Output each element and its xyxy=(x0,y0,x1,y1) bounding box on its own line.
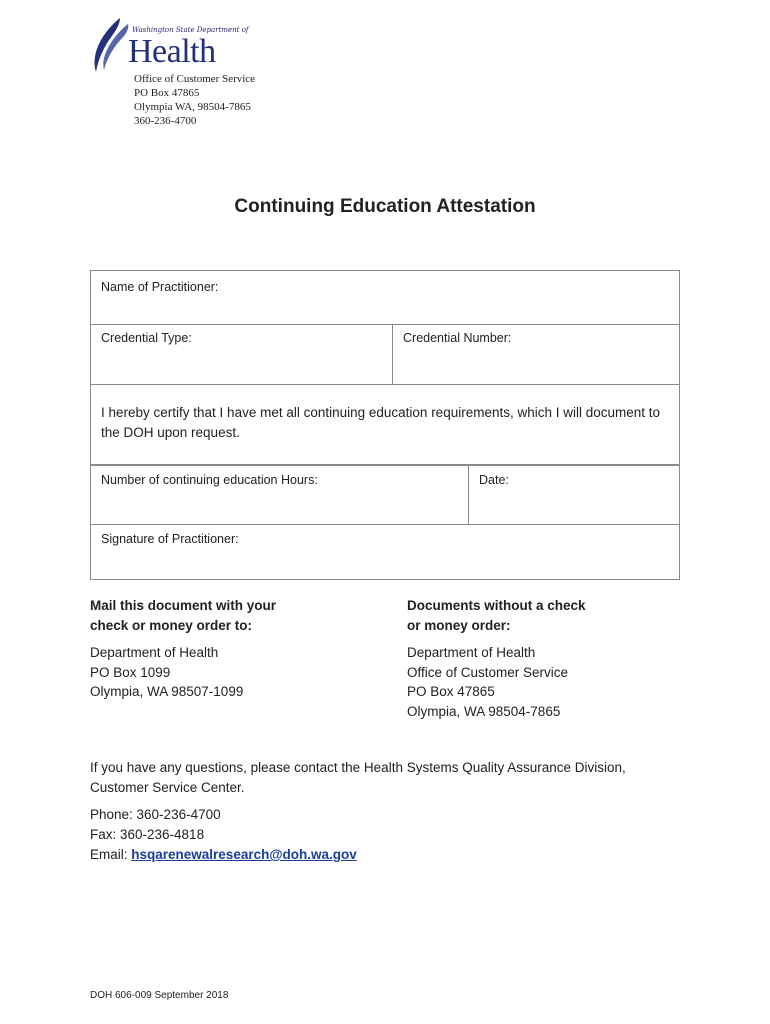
mail-with-check-heading: check or money order to: xyxy=(90,617,253,633)
certification-statement: I hereby certify that I have met all continuing education requirements, which I will document to the DOH upon request. xyxy=(101,405,661,440)
attestation-form xyxy=(90,270,680,580)
practitioner-name-field[interactable] xyxy=(91,271,679,325)
email-link[interactable]: hsqarenewalresearch@doh.wa.gov xyxy=(131,847,357,862)
date-field[interactable] xyxy=(469,466,679,524)
credential-number-field[interactable] xyxy=(393,325,679,384)
mail-with-check-section xyxy=(90,596,276,702)
mail-without-check-heading: Documents without a check xyxy=(407,598,586,613)
credential-row xyxy=(91,325,679,385)
mail-with-check-heading: Mail this document with your xyxy=(90,598,277,613)
doh-logo xyxy=(88,16,249,74)
questions-text: If you have any questions, please contact the Health Systems Quality Assurance Division, Customer Service Center. xyxy=(90,760,626,795)
logo-wordmark: Health xyxy=(128,33,216,70)
address-line: PO Box 47865 xyxy=(134,87,200,99)
mail-address-line: Olympia, WA 98507-1099 xyxy=(90,684,244,699)
logo-tagline: Washington State Department of xyxy=(132,26,249,34)
form-id-footer: DOH 606-009 September 2018 xyxy=(90,990,229,1001)
hours-date-row xyxy=(91,465,679,525)
mail-address-line: Department of Health xyxy=(407,645,536,660)
mail-address-line: Olympia, WA 98504-7865 xyxy=(407,703,561,719)
address-line: Olympia WA, 98504-7865 xyxy=(134,101,251,113)
credential-type-label: Credential Type: xyxy=(101,331,192,345)
email-line xyxy=(90,845,357,865)
credential-type-field[interactable] xyxy=(91,325,392,384)
mail-without-check-heading: or money order: xyxy=(407,617,511,633)
mail-address-line: Office of Customer Service xyxy=(407,664,569,680)
signature-label: Signature of Practitioner: xyxy=(101,532,239,546)
certification-statement-row xyxy=(91,385,679,465)
address-line: 360-236-4700 xyxy=(134,115,197,127)
page-title: Continuing Education Attestation xyxy=(234,196,536,217)
mail-address-line: PO Box 1099 xyxy=(90,664,171,680)
signature-field[interactable] xyxy=(91,525,679,579)
mail-without-check-section xyxy=(407,596,586,721)
credential-number-label: Credential Number: xyxy=(403,331,512,345)
fax-number: Fax: 360-236-4818 xyxy=(90,827,205,842)
office-address xyxy=(134,72,255,128)
address-line: Office of Customer Service xyxy=(134,73,256,85)
phone-number: Phone: 360-236-4700 xyxy=(90,807,221,822)
contact-info xyxy=(90,805,357,865)
email-label: Email: xyxy=(90,847,132,862)
practitioner-name-label: Name of Practitioner: xyxy=(101,280,219,294)
ce-hours-label: Number of continuing education Hours: xyxy=(101,473,318,487)
ce-hours-field[interactable] xyxy=(91,466,468,524)
mail-address-line: PO Box 47865 xyxy=(407,684,495,699)
mail-address-line: Department of Health xyxy=(90,645,219,660)
date-label: Date: xyxy=(479,473,509,487)
